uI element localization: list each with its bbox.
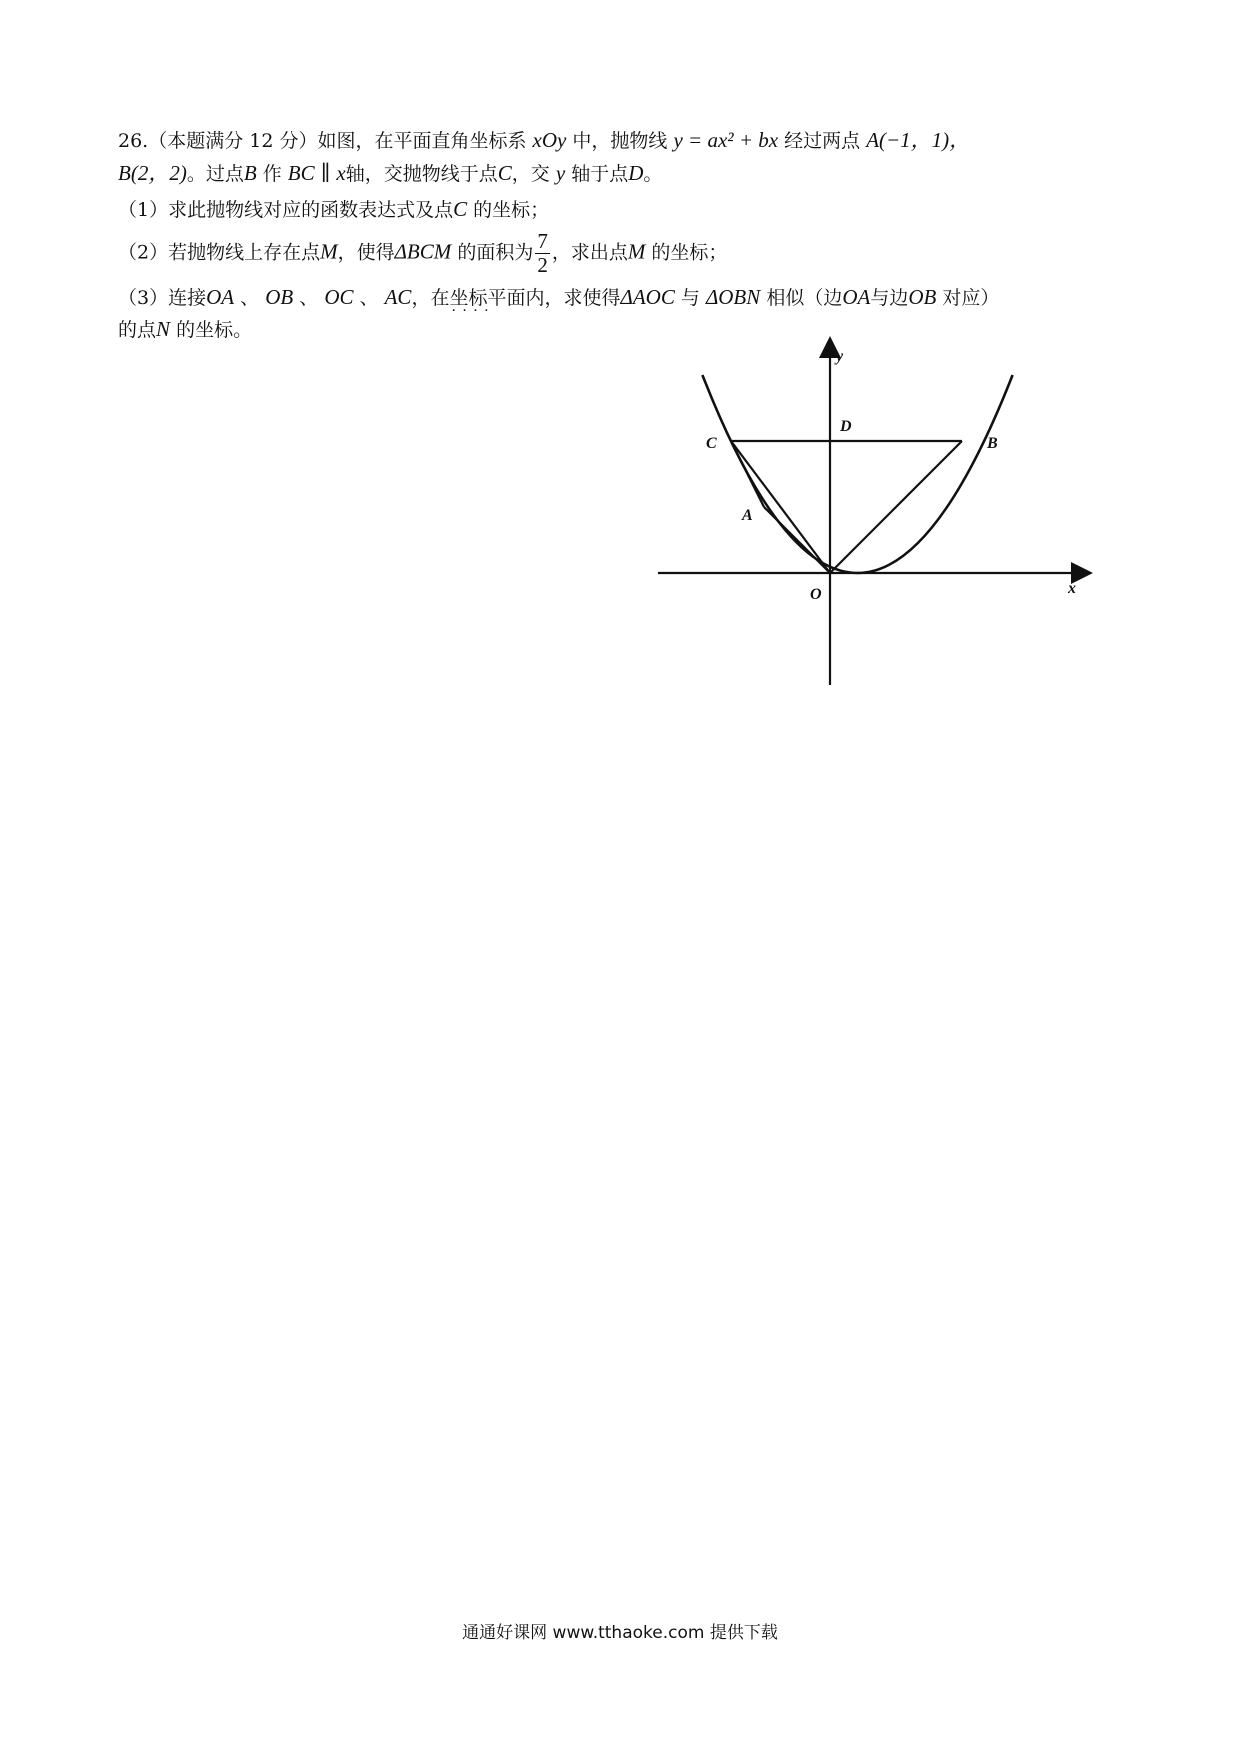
segment-oa bbox=[764, 507, 830, 573]
q3-text: （3）连接 bbox=[118, 286, 207, 309]
problem-26 bbox=[118, 124, 1128, 346]
problem-intro-line-1 bbox=[118, 124, 1128, 157]
parabola-equation: y = ax² + bx bbox=[673, 128, 779, 152]
q2-area-fraction bbox=[535, 230, 550, 277]
q3-text: ，在 bbox=[411, 286, 450, 309]
q3-segment-ac: AC bbox=[384, 284, 412, 309]
q3-segment-oa: OA bbox=[842, 284, 871, 309]
coordinate-system: xOy bbox=[532, 128, 567, 152]
q3-text: 的坐标。 bbox=[176, 319, 253, 342]
q3-sep: 、 bbox=[299, 286, 319, 309]
label-d: D bbox=[628, 160, 644, 185]
label-y: y bbox=[555, 160, 566, 185]
parabola-curve bbox=[702, 375, 1012, 573]
q3-segment-oa: OA bbox=[206, 284, 235, 309]
problem-score: （本题满分 12 分） bbox=[148, 130, 318, 152]
q1-text: （1）求此抛物线对应的函数表达式及点 bbox=[118, 199, 454, 222]
q3-text: 与 bbox=[680, 286, 700, 309]
intro-text: 。 bbox=[643, 162, 663, 185]
q3-triangle-obn: ΔOBN bbox=[705, 284, 761, 309]
q2-point-m: M bbox=[320, 239, 338, 264]
q2-point-m: M bbox=[627, 239, 646, 264]
q3-sep: 、 bbox=[240, 286, 260, 309]
q3-text: 的点 bbox=[118, 319, 157, 342]
segment-ac bbox=[731, 441, 764, 507]
q1-text: 的坐标； bbox=[473, 199, 550, 222]
question-3 bbox=[118, 281, 1128, 314]
label-c: C bbox=[497, 160, 512, 185]
q3-text: 对应） bbox=[942, 286, 1000, 309]
parabola-figure bbox=[650, 335, 1100, 695]
q3-text: 相似（边 bbox=[766, 286, 843, 309]
label-bc: BC bbox=[287, 160, 315, 185]
problem-number: 26. bbox=[118, 130, 149, 152]
intro-text: 轴，交抛物线于点 bbox=[345, 162, 498, 185]
page-footer: 通通好课网 www.tthaoke.com 提供下载 bbox=[462, 1623, 778, 1643]
q3-segment-ob: OB bbox=[908, 284, 937, 309]
point-b-label: B bbox=[987, 435, 998, 452]
intro-text: 如图，在平面直角坐标系 bbox=[317, 130, 527, 152]
question-2 bbox=[118, 230, 1128, 277]
point-c-label: C bbox=[706, 435, 717, 452]
x-axis-label: x bbox=[1068, 580, 1076, 597]
intro-text: ，交 bbox=[511, 162, 550, 185]
q3-text: 内，求使得 bbox=[525, 286, 621, 309]
q2-text: ，求出点 bbox=[551, 241, 628, 264]
fraction-denominator: 2 bbox=[537, 252, 548, 277]
q2-text: ，使得 bbox=[337, 241, 395, 264]
q3-sep: 、 bbox=[359, 286, 379, 309]
origin-label: O bbox=[810, 586, 822, 603]
intro-text: 。过点 bbox=[186, 162, 244, 185]
q3-emphasis-text: 坐标平面 · · · · bbox=[449, 287, 525, 309]
figure-canvas bbox=[650, 335, 1100, 695]
intro-text: 作 bbox=[262, 162, 282, 185]
point-a-label: A bbox=[742, 507, 753, 524]
q1-point-c: C bbox=[453, 197, 468, 222]
q2-text: 的坐标； bbox=[651, 241, 728, 264]
point-d-label: D bbox=[840, 418, 852, 435]
q3-text: 与边 bbox=[870, 286, 909, 309]
segment-ob bbox=[830, 441, 962, 573]
intro-text: 轴于点 bbox=[571, 162, 629, 185]
question-1 bbox=[118, 193, 1128, 226]
q2-text: 的面积为 bbox=[457, 241, 534, 264]
y-axis-label: y bbox=[836, 348, 844, 365]
q3-segment-ob: OB bbox=[265, 284, 294, 309]
q3-segment-oc: OC bbox=[324, 284, 354, 309]
intro-text: 经过两点 bbox=[784, 130, 861, 152]
label-x: x bbox=[336, 160, 346, 185]
intro-text: 中，抛物线 bbox=[572, 130, 668, 152]
label-b: B bbox=[243, 160, 257, 185]
q3-point-n: N bbox=[156, 317, 171, 342]
q2-text: （2）若抛物线上存在点 bbox=[118, 241, 321, 264]
point-b-coord: B(2，2) bbox=[118, 160, 187, 185]
fraction-numerator: 7 bbox=[537, 228, 548, 253]
q2-triangle-bcm: ΔBCM bbox=[394, 239, 452, 264]
point-a-coord: A(−1，1)， bbox=[866, 128, 971, 152]
parallel-symbol: ∥ bbox=[320, 160, 331, 185]
problem-intro-line-2 bbox=[118, 157, 1128, 190]
q3-triangle-aoc: ΔAOC bbox=[620, 284, 675, 309]
